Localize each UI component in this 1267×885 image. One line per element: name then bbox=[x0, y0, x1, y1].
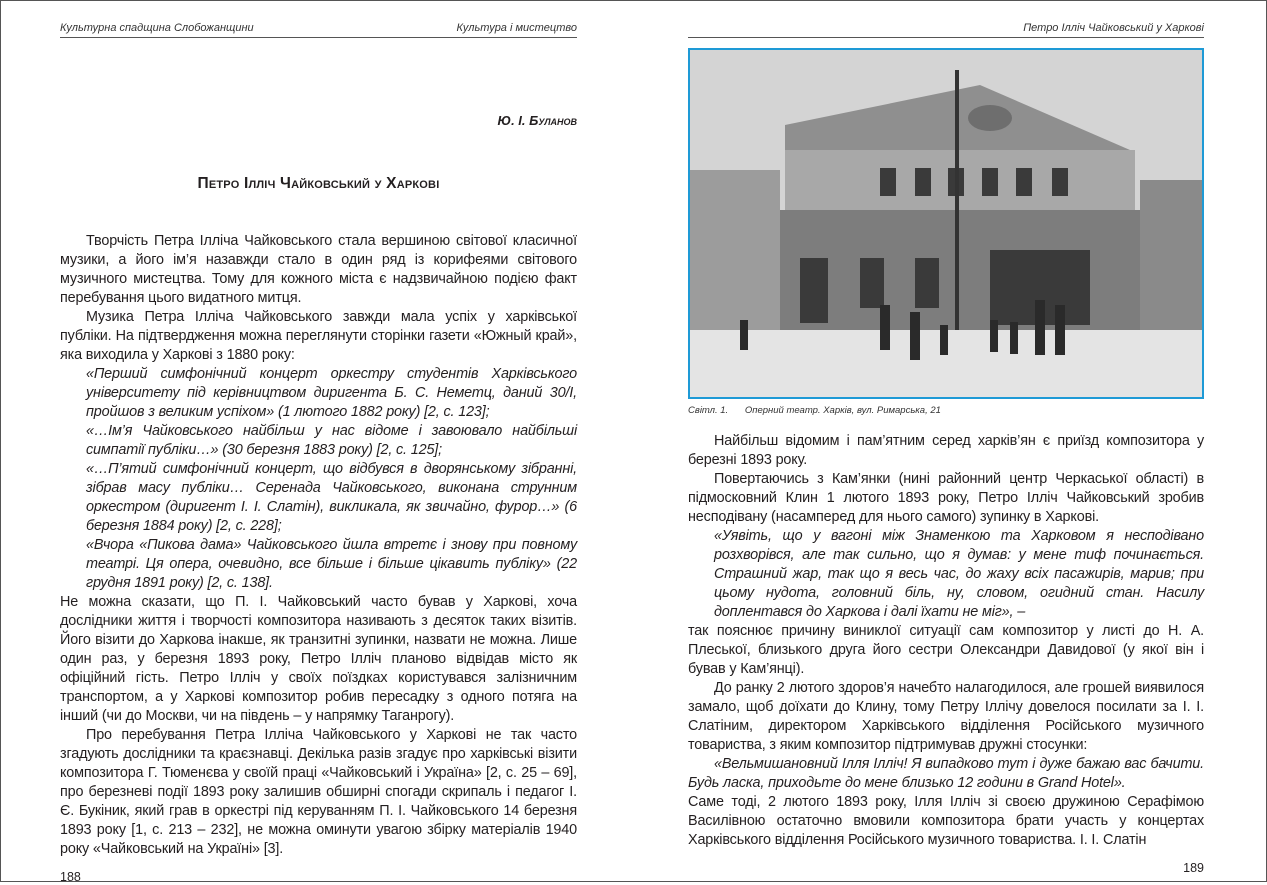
paragraph: До ранку 2 лютого здоров’я начебто налагодилося, але грошей виявилося замало, щоб доїхати до Клину, тому Петру Іллічу довелося посилати за І. І. Слатіним, директором Харківського відділення Російського музичного товариства, з яким композитор підтримував дружні стосунки: bbox=[688, 680, 1204, 753]
article-body bbox=[60, 232, 577, 885]
paragraph: Про перебування Петра Ілліча Чайковського у Харкові не так часто згадують дослідники та краєзнавці. Декілька разів згадує про харківські візити композитора Г. Тюменєва у своїй праці «Чайковський і Україна» [2, с. 25 – 69], про березневі події 1893 року залишив обширні спогади скрипаль і педагог І. Є. Букiник, який грав в оркестрі під керуванням П. І. Чайковського 14 березня 1893 року [1, с. 213 – 232], не можна оминути увагою збірку матеріалів 1940 року «Чайковський на Україні» [3]. bbox=[60, 727, 577, 857]
article-author: Ю. І. Буланов bbox=[497, 113, 577, 128]
quote: «Вчора «Пикова дама» Чайковського йшла втретє і знову при повному театрі. Ця опера, очевидно, все більше і більше цікавить публіку» (22 грудня 1891 року) [2, с. 138]. bbox=[86, 537, 577, 591]
quote: «…Ім’я Чайковського найбільш у нас відоме і завоювало найбільші симпатії публіки…» (30 березня 1883 року) [2, с. 125]; bbox=[86, 423, 577, 458]
header-article-title: Петро Ілліч Чайковський у Харкові bbox=[1023, 22, 1204, 34]
article-body bbox=[688, 432, 1204, 876]
caption-text: Оперний театр. Харків, вул. Римарська, 21 bbox=[744, 405, 941, 416]
quote: «Вельмишановний Ілля Ілліч! Я випадково тут і дуже бажаю вас бачити. Будь ласка, приходьте до мене близько 12 години в Grand Hotel». bbox=[688, 756, 1204, 791]
photo-caption bbox=[688, 405, 955, 416]
paragraph: Творчість Петра Ілліча Чайковського стала вершиною світової класичної музики, а його ім’я назавжди стало в один ряд із корифеями світового музичного мистецтва. Тому для кожного міста є надзвичайною подією факт перебування цього видатного митця. bbox=[60, 233, 577, 306]
caption-label: Світл. 1. bbox=[688, 405, 729, 416]
paragraph: Найбільш відомим і пам’ятним серед харків’ян є приїзд композитора у березні 1893 року. bbox=[688, 433, 1204, 468]
quote: «Уявіть, що у вагоні між Знаменкою та Харковом я несподівано розхворівся, але так сильно, що я думав: у мене тиф починається. Страшний жар, так що я весь час, до жаху всіх пасажирів, марив; при цьому нудота, головний біль, ну, словом, огидний стан. Насилу доплентався до Харкова і далі їхати не міг», – bbox=[714, 528, 1204, 620]
paragraph: Саме тоді, 2 лютого 1893 року, Ілля Ілліч зі своєю дружиною Серафімою Василівною остаточно вмовили композитора брати участь у концертах Харківського відділення Російського музичного товариства. І. І. Слатін bbox=[688, 794, 1204, 848]
paragraph: Повертаючись з Кам’янки (нині районний центр Черкаської області) в підмосковний Клин 1 лютого 1893 року, Петро Ілліч Чайковський зробив несподівану (насамперед для нього самого) зупинку в Харкові. bbox=[688, 471, 1204, 525]
article-title: Петро Ілліч Чайковський у Харкові bbox=[197, 175, 440, 192]
paragraph: так пояснює причину виниклої ситуації сам композитор у листі до Н. А. Плеської, близького друга його сестри Олександри Давидової (у якої він і бував у Кам’янці). bbox=[688, 623, 1204, 677]
building-illustration bbox=[690, 50, 1202, 397]
page-number: 188 bbox=[60, 870, 81, 884]
paragraph: Не можна сказати, що П. І. Чайковський часто бував у Харкові, хоча дослідники життя і творчості композитора називають з десяток таких візитів. Його візити до Харкова інакше, як транзитні зупинки, назвати не можна. Лише один раз, у березня 1893 року, Петро Ілліч планово відвідав місто як офіційний гість. Петро Ілліч у своїх поїздках користувався залізничним транспортом, а у Харкові композитор робив пересадку з одного потяга на інший (чи до Москви, чи на південь – у напрямку Таганрогу). bbox=[60, 594, 577, 724]
running-header bbox=[688, 21, 1204, 38]
quote: «Перший симфонічний концерт оркестру студентів Харківського університету під керівництвом диригента Б. С. Неметц, даний 30/І, пройшов з великим успіхом» (1 лютого 1882 року) [2, с. 123]; bbox=[86, 366, 577, 420]
header-collection: Культурна спадщина Слобожанщини bbox=[60, 22, 254, 34]
quote: «…П’ятий симфонічний концерт, що відбувся в дворянському зібранні, зібрав масу публіки… Серенада Чайковського, виконана струнним оркестром (диригент І. І. Слатін), викликала, як звичайно, фурор…» (6 березня 1884 року) [2, с. 228]; bbox=[86, 461, 577, 534]
paragraph: Музика Петра Ілліча Чайковського завжди мала успіх у харківської публіки. На підтвердження можна переглянути сторінки газети «Южный край», яка виходила у Харкові з 1880 року: bbox=[60, 309, 577, 363]
page-number: 189 bbox=[1183, 861, 1204, 875]
opera-theatre-photo bbox=[688, 48, 1204, 399]
running-header bbox=[60, 21, 577, 38]
header-section: Культура і мистецтво bbox=[456, 22, 577, 34]
